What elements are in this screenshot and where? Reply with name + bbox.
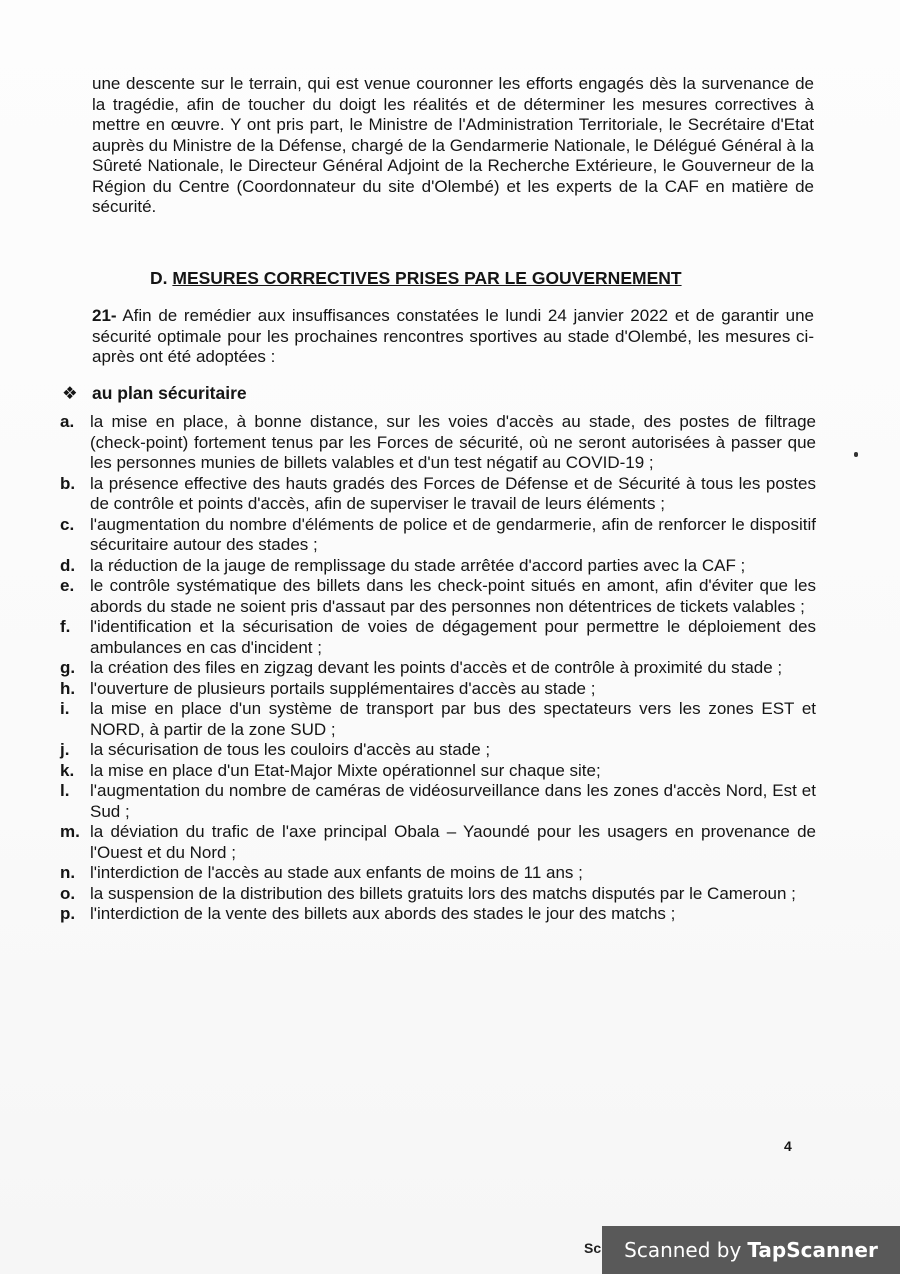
item-letter: n. bbox=[60, 863, 76, 882]
item-text: l'interdiction de la vente des billets aux abords des stades le jour des matchs ; bbox=[90, 904, 676, 923]
item-letter: e. bbox=[60, 576, 75, 595]
item-text: l'interdiction de l'accès au stade aux enfants de moins de 11 ans ; bbox=[90, 863, 583, 882]
list-item bbox=[60, 474, 816, 515]
scan-speck bbox=[854, 452, 858, 457]
diamond-bullet-icon: ❖ bbox=[62, 383, 78, 403]
item-text: la suspension de la distribution des billets gratuits lors des matchs disputés par le Cameroun ; bbox=[90, 883, 796, 903]
list-item bbox=[60, 515, 816, 556]
list-item bbox=[60, 740, 816, 761]
item-letter: j. bbox=[60, 740, 70, 759]
list-item bbox=[60, 679, 816, 700]
measures-list bbox=[60, 412, 816, 925]
watermark-prefix: Scanned by bbox=[624, 1238, 742, 1262]
item-text: la création des files en zigzag devant les points d'accès et de contrôle à proximité du stade ; bbox=[90, 658, 783, 677]
item-letter: o. bbox=[60, 883, 76, 903]
item-letter: a. bbox=[60, 412, 75, 431]
item-text: la mise en place d'un système de transport par bus des spectateurs vers les zones EST et NORD, à partir de la zone SUD ; bbox=[90, 699, 816, 739]
intro-paragraph: une descente sur le terrain, qui est venue couronner les efforts engagés dès la survenance de la tragédie, afin de toucher du doigt les réalités et de déterminer les mesures correctives à mettre en œuvre. Y ont pris part, le Ministre de l'Administration Territoriale, le Secrétaire d'Etat auprès du Ministre de la Défense, chargé de la Gendarmerie Nationale, le Délégué Général à la Sûreté Nationale, le Directeur Général Adjoint de la Recherche Extérieure, le Gouverneur de la Région du Centre (Coordonnateur du site d'Olembé) et les experts de la CAF en matière de sécurité. bbox=[92, 74, 814, 216]
subsection-title: au plan sécuritaire bbox=[92, 383, 247, 403]
item-letter: i. bbox=[60, 699, 70, 718]
item-letter: c. bbox=[60, 514, 75, 534]
list-item bbox=[60, 884, 816, 905]
section-heading-prefix: D. bbox=[150, 268, 168, 288]
item-letter: g. bbox=[60, 658, 76, 677]
subsection-heading bbox=[62, 383, 247, 404]
item-letter: d. bbox=[60, 555, 76, 575]
item-text: la sécurisation de tous les couloirs d'accès au stade ; bbox=[90, 740, 491, 759]
item-text: la présence effective des hauts gradés des Forces de Défense et de Sécurité à tous les postes de contrôle et points d'accès, afin de superviser le travail de leurs éléments ; bbox=[90, 473, 816, 513]
item-letter: b. bbox=[60, 473, 76, 493]
list-item bbox=[60, 699, 816, 740]
item-text: l'augmentation du nombre de caméras de vidéosurveillance dans les zones d'accès Nord, Est et Sud ; bbox=[90, 781, 816, 821]
paragraph-text: Afin de remédier aux insuffisances constatées le lundi 24 janvier 2022 et de garantir une sécurité optimale pour les prochaines rencontres sportives au stade d'Olembé, les mesures ci-après ont été adoptées : bbox=[92, 306, 814, 366]
item-text: l'ouverture de plusieurs portails supplémentaires d'accès au stade ; bbox=[90, 678, 596, 698]
item-letter: p. bbox=[60, 904, 76, 923]
item-text: la mise en place, à bonne distance, sur les voies d'accès au stade, des postes de filtrage (check-point) fortement tenus par les Forces de sécurité, où ne seront autorisées à passer que les personnes munies de billets valables et d'un test négatif au COVID-19 ; bbox=[90, 412, 816, 472]
paragraph-21 bbox=[92, 306, 814, 368]
scan-edge-fragment: Sc bbox=[584, 1240, 602, 1256]
list-item bbox=[60, 617, 816, 658]
item-text: l'augmentation du nombre d'éléments de police et de gendarmerie, afin de renforcer le dispositif sécuritaire autour des stades ; bbox=[90, 514, 816, 554]
list-item bbox=[60, 412, 816, 474]
item-letter: k. bbox=[60, 760, 75, 780]
list-item bbox=[60, 556, 816, 577]
section-heading-title: MESURES CORRECTIVES PRISES PAR LE GOUVERNEMENT bbox=[172, 268, 682, 288]
item-text: le contrôle systématique des billets dans les check-point situés en amont, afin d'éviter que les abords du stade ne soient pris d'assaut par des personnes non détentrices de tickets valables ; bbox=[90, 576, 816, 616]
section-heading bbox=[150, 268, 790, 289]
scanner-watermark bbox=[602, 1226, 900, 1274]
list-item bbox=[60, 576, 816, 617]
page-number: 4 bbox=[784, 1138, 792, 1154]
list-item bbox=[60, 904, 816, 925]
list-item bbox=[60, 781, 816, 822]
watermark-brand: TapScanner bbox=[747, 1238, 878, 1262]
item-letter: l. bbox=[60, 781, 70, 800]
item-text: la déviation du trafic de l'axe principal Obala – Yaoundé pour les usagers en provenance de l'Ouest et du Nord ; bbox=[90, 822, 816, 862]
item-text: la réduction de la jauge de remplissage du stade arrêtée d'accord parties avec la CAF ; bbox=[90, 555, 746, 575]
list-item bbox=[60, 863, 816, 884]
item-letter: h. bbox=[60, 678, 76, 698]
list-item bbox=[60, 761, 816, 782]
item-letter: m. bbox=[60, 822, 80, 841]
item-text: l'identification et la sécurisation de voies de dégagement pour permettre le déploiement des ambulances en cas d'incident ; bbox=[90, 617, 816, 657]
item-letter: f. bbox=[60, 617, 71, 636]
paragraph-number: 21- bbox=[92, 306, 117, 325]
list-item bbox=[60, 658, 816, 679]
list-item bbox=[60, 822, 816, 863]
item-text: la mise en place d'un Etat-Major Mixte opérationnel sur chaque site; bbox=[90, 760, 601, 780]
